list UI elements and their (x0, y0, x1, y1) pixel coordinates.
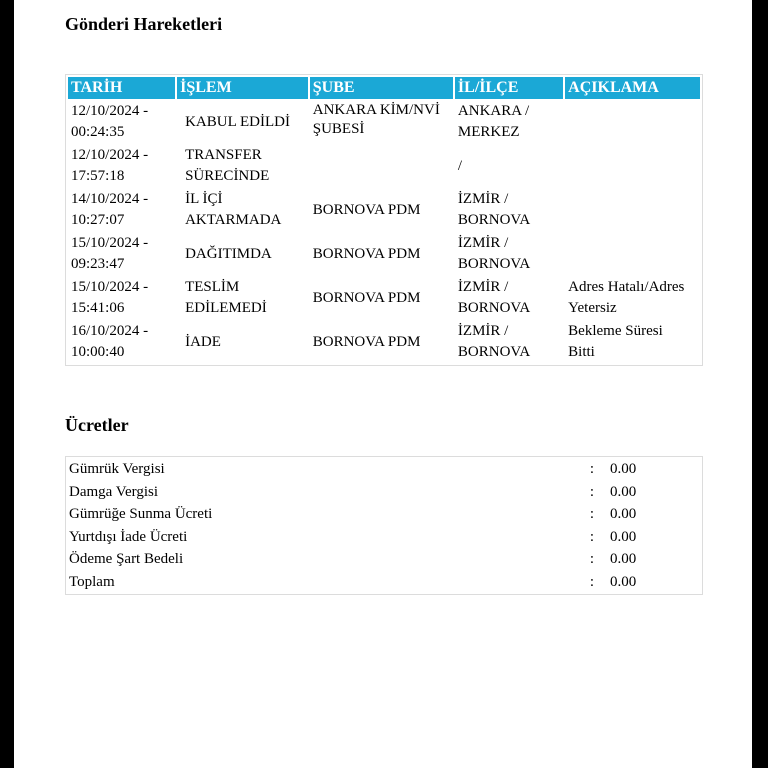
table-row (68, 527, 700, 548)
table-row (68, 504, 700, 525)
table-row (68, 459, 700, 480)
fee-value: 0.00 (610, 483, 637, 500)
date-cell: 15/10/2024 - 15:41:06 (71, 279, 149, 316)
document-page (14, 0, 752, 768)
table-row (68, 277, 700, 319)
operation-cell: İL İÇİ AKTARMADA (185, 191, 282, 228)
description-cell: Adres Hatalı/Adres Yetersiz (568, 279, 685, 316)
city-cell: İZMİR / BORNOVA (457, 235, 531, 272)
city-cell: ANKARA / MERKEZ (457, 103, 530, 140)
date-cell: 15/10/2024 - 09:23:47 (71, 235, 149, 272)
operation-cell: TRANSFER SÜRECİNDE (185, 147, 270, 184)
fee-separator: : (589, 551, 595, 568)
date-cell: 16/10/2024 - 10:00:40 (71, 323, 149, 360)
date-cell: 14/10/2024 - 10:27:07 (71, 191, 149, 228)
operation-cell: KABUL EDİLDİ (185, 113, 290, 130)
fee-name: Damga Vergisi (69, 483, 159, 500)
table-row (68, 572, 700, 593)
fee-value: 0.00 (610, 506, 637, 523)
fee-separator: : (589, 461, 595, 478)
movements-table (65, 74, 703, 366)
table-row (68, 549, 700, 570)
branch-cell: BORNOVA PDM (312, 201, 421, 218)
fees-table (65, 456, 703, 595)
header-date: TARİH (68, 77, 175, 99)
fee-name: Gümrük Vergisi (69, 461, 165, 478)
fee-name: Toplam (69, 573, 115, 590)
header-city: İL/İLÇE (455, 77, 563, 99)
city-cell: / (457, 157, 463, 174)
branch-cell: BORNOVA PDM (312, 245, 421, 262)
fee-separator: : (589, 573, 595, 590)
movements-header-row (68, 77, 700, 99)
description-cell: Bekleme Süresi Bitti (568, 323, 663, 360)
fee-value: 0.00 (610, 551, 637, 568)
description-cell (565, 189, 700, 231)
date-cell: 12/10/2024 - 00:24:35 (71, 103, 149, 140)
table-row (68, 482, 700, 503)
branch-cell: BORNOVA PDM (312, 333, 421, 350)
header-branch: ŞUBE (310, 77, 453, 99)
fee-value: 0.00 (610, 461, 637, 478)
description-cell (565, 101, 700, 143)
table-row (68, 189, 700, 231)
fee-separator: : (589, 528, 595, 545)
fee-name: Gümrüğe Sunma Ücreti (69, 506, 213, 523)
fee-name: Ödeme Şart Bedeli (69, 551, 184, 568)
table-row (68, 233, 700, 275)
date-cell: 12/10/2024 - 17:57:18 (71, 147, 149, 184)
city-cell: İZMİR / BORNOVA (457, 323, 531, 360)
branch-cell: BORNOVA PDM (312, 289, 421, 306)
table-row (68, 145, 700, 187)
operation-cell: TESLİM EDİLEMEDİ (185, 279, 267, 316)
description-cell (565, 145, 700, 187)
table-row (68, 321, 700, 363)
operation-cell: İADE (185, 333, 221, 350)
table-row (68, 101, 700, 143)
fee-value: 0.00 (610, 528, 637, 545)
operation-cell: DAĞITIMDA (185, 245, 272, 262)
fee-separator: : (589, 506, 595, 523)
fee-value: 0.00 (610, 573, 637, 590)
movements-title: Gönderi Hareketleri (65, 14, 223, 34)
header-operation: İŞLEM (177, 77, 308, 99)
branch-cell (310, 145, 453, 187)
branch-cell: ANKARA KİM/NVİ ŞUBESİ (312, 102, 440, 137)
fee-name: Yurtdışı İade Ücreti (69, 528, 188, 545)
city-cell: İZMİR / BORNOVA (457, 191, 531, 228)
fee-separator: : (589, 483, 595, 500)
city-cell: İZMİR / BORNOVA (457, 279, 531, 316)
fees-title: Ücretler (65, 415, 129, 435)
header-description: AÇIKLAMA (565, 77, 700, 99)
description-cell (565, 233, 700, 275)
